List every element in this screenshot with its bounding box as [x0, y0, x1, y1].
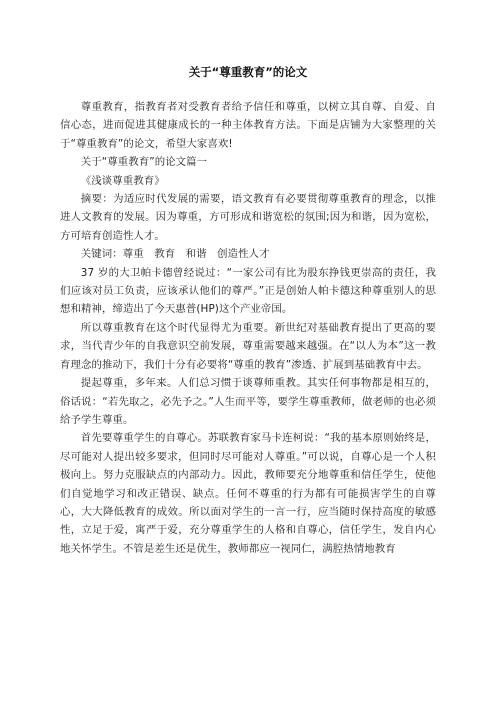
document-title: 关于“尊重教育”的论文 — [188, 65, 308, 79]
body-paragraph: 37 岁的大卫帕卡德曾经说过：“一家公司有比为股东挣钱更崇高的责任，我们应该对员工负责，应该承认他们的尊严。”正是创始人帕卡德这种尊重别人的思想和精神，缔造出了今天惠普(HP)这个产业帝国。 — [60, 266, 436, 316]
section-heading: 关于“尊重教育”的论文篇一 — [80, 156, 208, 169]
article-title: 《浅谈尊重教育》 — [80, 174, 165, 187]
abstract-paragraph: 摘要：为适应时代发展的需要，语文教育有必要贯彻尊重教育的理念，以推进人文教育的发展。因为尊重，方可形成和谐宽松的氛围;因为和谐，因为宽松，方可培育创造性人才。 — [60, 193, 436, 242]
keywords-paragraph: 关键词：尊重 教育 和谐 创造性人才 — [80, 248, 270, 261]
intro-paragraph: 尊重教育，指教育者对受教育者给予信任和尊重，以树立其自尊、自爱、自信心态，进而促进其健康成长的一种主体教育方法。下面是店铺为大家整理的关于“尊重教育”的论文，希望大家喜欢! — [60, 101, 436, 150]
document-body — [60, 98, 436, 558]
body-paragraph: 提起尊重，多年来。人们总习惯于谈尊师重教。其实任何事物都是相互的，俗话说：“若先取之，必先予之。”人生而平等，要学生尊重教师，做老师的也必须给予学生尊重。 — [60, 377, 436, 426]
body-paragraph: 首先要尊重学生的自尊心。苏联教育家马卡连柯说：“我的基本原则始终是，尽可能对人提出较多要求，但同时尽可能对人尊重。”可以说，自尊心是一个人积极向上。努力克服缺点的内部动力。因此，教师要充分地尊重和信任学生，使他们自觉地学习和改正错误、缺点。任何不尊重的行为都有可能损害学生的自尊心，大大降低教育的成效。所以面对学生的一言一行，应当随时保持高度的敏感性，立足于爱，寓严于爱，充分尊重学生的人格和自尊心，信任学生，发自内心地关怀学生。不管是差生还是优生，教师都应一视同仁，满腔热情地教育 — [60, 432, 436, 555]
body-paragraph: 所以尊重教育在这个时代显得尤为重要。新世纪对基础教育提出了更高的要求，当代青少年的自我意识空前发展，尊重需要越来越强。在“以人为本”这一教育理念的推动下，我们十分有必要将“尊重的教育”渗透、扩展到基础教育中去。 — [60, 321, 436, 371]
